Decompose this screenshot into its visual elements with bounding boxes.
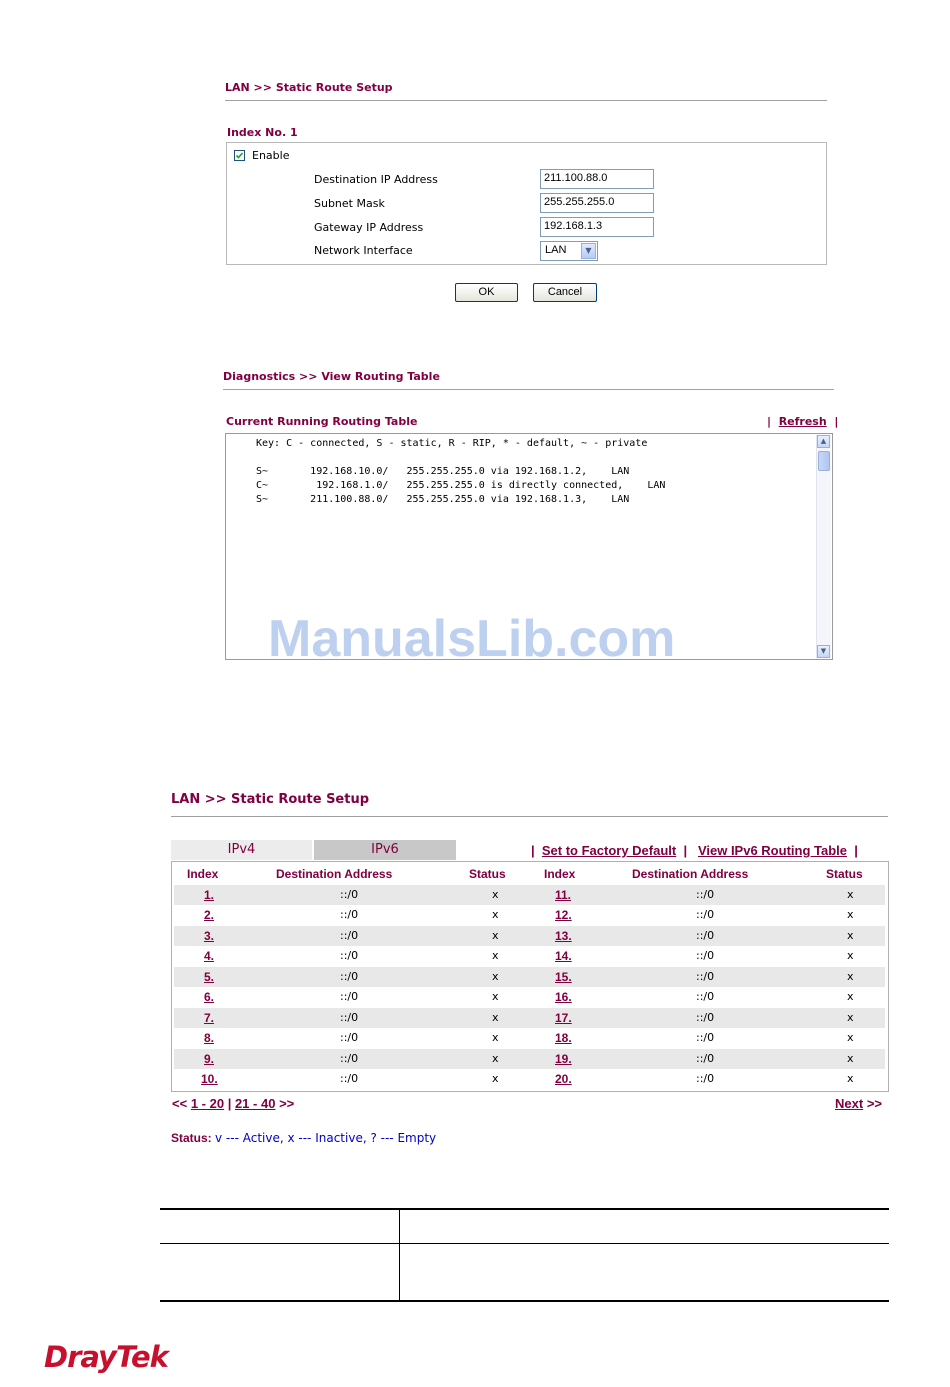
destination-address: ::/0 (340, 929, 359, 942)
next-nav (835, 1096, 882, 1111)
table-top-rule (160, 1208, 889, 1210)
gateway-ip-input[interactable]: 192.168.1.3 (540, 217, 654, 237)
status-value: x (847, 1072, 854, 1085)
column-header-status: Status (826, 867, 863, 881)
divider (223, 389, 834, 390)
destination-address: ::/0 (340, 1052, 359, 1065)
index-link[interactable]: 19. (555, 1052, 572, 1066)
table-row (174, 1049, 885, 1069)
table-row (174, 946, 885, 966)
destination-address: ::/0 (696, 1011, 715, 1024)
index-link[interactable]: 1. (204, 888, 215, 902)
destination-address: ::/0 (696, 929, 715, 942)
status-value: x (847, 990, 854, 1003)
table-row (174, 885, 885, 905)
destination-address: ::/0 (696, 970, 715, 983)
destination-address: ::/0 (696, 990, 715, 1003)
destination-address: ::/0 (340, 949, 359, 962)
destination-address: ::/0 (696, 949, 715, 962)
ipv6-links-bar: | Set to Factory Default | View IPv6 Routing Table | (531, 843, 858, 858)
status-value: x (492, 970, 499, 983)
pager-range-2-link[interactable]: 21 - 40 (234, 1096, 276, 1111)
status-value: x (492, 990, 499, 1003)
cancel-button[interactable]: Cancel (533, 283, 597, 302)
destination-ip-label: Destination IP Address (314, 173, 438, 186)
scroll-down-icon[interactable]: ▼ (817, 645, 830, 658)
destination-address: ::/0 (696, 1031, 715, 1044)
pager-range-1-link[interactable]: 1 - 20 (190, 1096, 225, 1111)
scroll-thumb[interactable] (818, 451, 830, 471)
scroll-up-icon[interactable]: ▲ (817, 435, 830, 448)
index-link[interactable]: 17. (555, 1011, 572, 1025)
destination-address: ::/0 (340, 888, 359, 901)
table-row (174, 967, 885, 987)
status-value: x (847, 970, 854, 983)
index-link[interactable]: 2. (204, 908, 215, 922)
destination-address: ::/0 (340, 1072, 359, 1085)
destination-address: ::/0 (340, 1031, 359, 1044)
destination-address: ::/0 (340, 908, 359, 921)
index-title: Index No. 1 (227, 126, 298, 139)
status-value: x (492, 1011, 499, 1024)
index-link[interactable]: 20. (555, 1072, 572, 1086)
routing-line: C~ 192.168.1.0/ 255.255.255.0 is directly connected, LAN (256, 480, 666, 491)
network-interface-value: LAN (545, 244, 567, 256)
refresh-link[interactable]: Refresh (778, 415, 827, 428)
ok-button[interactable]: OK (455, 283, 518, 302)
status-value: x (492, 888, 499, 901)
index-link[interactable]: 5. (204, 970, 215, 984)
tab-ipv4[interactable]: IPv4 (171, 840, 312, 860)
pager-prev-arrows: << (172, 1096, 188, 1111)
pager-next-arrows: >> (279, 1096, 295, 1111)
enable-label: Enable (252, 149, 290, 162)
subnet-mask-input[interactable]: 255.255.255.0 (540, 193, 654, 213)
status-value: x (847, 929, 854, 942)
table-column-divider (399, 1208, 400, 1302)
status-value: x (847, 1052, 854, 1065)
refresh-bar: | Refresh | (767, 415, 839, 428)
table-header-rule (160, 1243, 889, 1244)
tab-ipv6[interactable]: IPv6 (314, 840, 456, 860)
status-value: x (492, 1072, 499, 1085)
routing-line: Key: C - connected, S - static, R - RIP, * - default, ~ - private (256, 438, 648, 449)
pager-separator: | (227, 1096, 232, 1111)
status-value: x (492, 908, 499, 921)
table-row (174, 1069, 885, 1089)
watermark: ManualsLib.com (268, 610, 676, 668)
status-value: x (847, 1011, 854, 1024)
table-bottom-rule (160, 1300, 889, 1302)
table-row (174, 926, 885, 946)
table-row (174, 1008, 885, 1028)
status-legend (171, 1131, 436, 1145)
index-link[interactable]: 18. (555, 1031, 572, 1045)
next-link[interactable]: Next (835, 1096, 864, 1111)
column-header-destination: Destination Address (276, 867, 393, 881)
index-link[interactable]: 14. (555, 949, 572, 963)
index-link[interactable]: 3. (204, 929, 215, 943)
status-value: x (492, 1052, 499, 1065)
status-legend-text: v --- Active, x --- Inactive, ? --- Empty (215, 1131, 437, 1145)
status-value: x (847, 1031, 854, 1044)
enable-checkbox[interactable] (234, 150, 245, 161)
destination-address: ::/0 (696, 888, 715, 901)
view-ipv6-routing-table-link[interactable]: View IPv6 Routing Table (697, 843, 847, 858)
index-link[interactable]: 7. (204, 1011, 215, 1025)
index-link[interactable]: 10. (201, 1072, 218, 1086)
scrollbar[interactable] (816, 435, 831, 658)
status-value: x (847, 908, 854, 921)
status-value: x (492, 929, 499, 942)
divider (171, 816, 888, 817)
status-value: x (847, 949, 854, 962)
index-link[interactable]: 13. (555, 929, 572, 943)
destination-address: ::/0 (340, 1011, 359, 1024)
status-value: x (492, 949, 499, 962)
network-interface-select[interactable] (540, 241, 598, 261)
ipv6-breadcrumb: LAN >> Static Route Setup (171, 792, 370, 807)
draytek-logo: DrayTek (44, 1340, 168, 1374)
table-row (174, 905, 885, 925)
index-link[interactable]: 15. (555, 970, 572, 984)
index-link[interactable]: 6. (204, 990, 215, 1004)
chevron-down-icon[interactable]: ▼ (581, 243, 596, 259)
index-link[interactable]: 16. (555, 990, 572, 1004)
table-row (174, 1028, 885, 1048)
factory-default-link[interactable]: Set to Factory Default (541, 843, 677, 858)
subnet-mask-label: Subnet Mask (314, 197, 385, 210)
pager (172, 1096, 294, 1111)
column-header-index: Index (544, 867, 576, 881)
column-header-destination: Destination Address (632, 867, 749, 881)
status-value: x (492, 1031, 499, 1044)
index-link[interactable]: 12. (555, 908, 572, 922)
status-value: x (847, 888, 854, 901)
destination-address: ::/0 (696, 1072, 715, 1085)
status-legend-label: Status: (171, 1131, 212, 1145)
destination-ip-input[interactable]: 211.100.88.0 (540, 169, 654, 189)
index-link[interactable]: 11. (555, 888, 572, 902)
destination-address: ::/0 (696, 1052, 715, 1065)
next-arrows: >> (866, 1096, 882, 1111)
index-link[interactable]: 8. (204, 1031, 215, 1045)
routing-line: S~ 211.100.88.0/ 255.255.255.0 via 192.168.1.3, LAN (256, 494, 630, 505)
destination-address: ::/0 (696, 908, 715, 921)
diagnostics-breadcrumb: Diagnostics >> View Routing Table (223, 370, 440, 383)
divider (225, 100, 827, 101)
column-header-status: Status (469, 867, 506, 881)
gateway-ip-label: Gateway IP Address (314, 221, 424, 234)
routing-table-title: Current Running Routing Table (226, 415, 418, 428)
breadcrumb: LAN >> Static Route Setup (225, 81, 393, 94)
destination-address: ::/0 (340, 970, 359, 983)
table-row (174, 987, 885, 1007)
destination-address: ::/0 (340, 990, 359, 1003)
index-link[interactable]: 9. (204, 1052, 215, 1066)
routing-line: S~ 192.168.10.0/ 255.255.255.0 via 192.168.1.2, LAN (256, 466, 630, 477)
check-icon (235, 151, 244, 160)
network-interface-label: Network Interface (314, 244, 413, 257)
index-link[interactable]: 4. (204, 949, 215, 963)
column-header-index: Index (187, 867, 219, 881)
